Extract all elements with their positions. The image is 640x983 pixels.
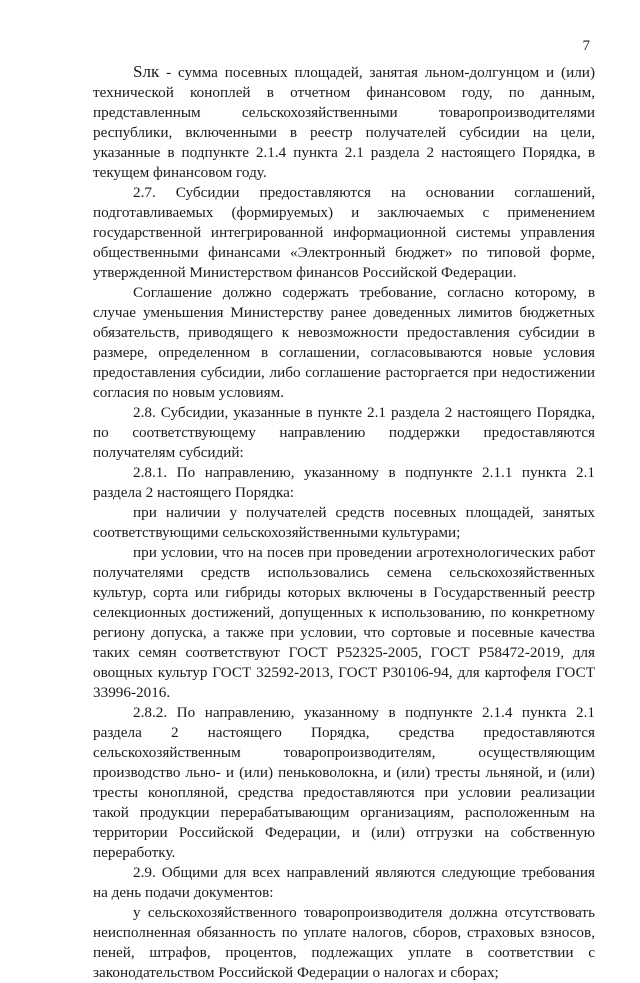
paragraph-slk-definition (93, 62, 595, 183)
paragraph-2-7: 2.7. Субсидии предоставляются на основании соглашений, подготавливаемых (формируемых) и заключаемых с применением государственной интегрированной информационной системы управления общественными финансами «Электронный бюджет» по типовой форме, утвержденной Министерством финансов Российской Федерации. (93, 184, 595, 281)
paragraph-text: - сумма посевных площадей, занятая льном-долгунцом и (или) технической коноплей в отчетном финансовом году, по данным, представленным сельскохозяйственными товаропроизводителями республики, включенными в реестр получателей субсидии на цели, указанные в подпункте 2.1.4 пункта 2.1 раздела 2 настоящего Порядка, в текущем финансовом году. (93, 64, 595, 181)
paragraph-seeds-condition: при условии, что на посев при проведении агротехнологических работ получателями средств использовались семена сельскохозяйственных культур, сорта или гибриды которых включены в Государственный реестр селекционных достижений, допущенных к использованию, по конкретному региону допуска, а также при условии, что сортовые и посевные качества таких семян соответствуют ГОСТ Р52325-2005, ГОСТ Р58472-2019, для овощных культур ГОСТ 32592-2013, ГОСТ Р30106-94, для картофеля ГОСТ 33996-2016. (93, 544, 595, 701)
paragraph-2-8-2: 2.8.2. По направлению, указанному в подпункте 2.1.4 пункта 2.1 раздела 2 настоящего Порядка, средства предоставляются сельскохозяйственным товаропроизводителям, осуществляющим производство льно- и (или) пеньковолокна, и (или) тресты льняной, и (или) тресты конопляной, средства предоставляются при условии реализации такой продукции перерабатывающим организациям, расположенным на территории Российской Федерации, и (или) отгрузки на собственную переработку. (93, 704, 595, 861)
paragraph-2-8-1: 2.8.1. По направлению, указанному в подпункте 2.1.1 пункта 2.1 раздела 2 настоящего Порядка: (93, 464, 595, 501)
paragraph-sown-areas-condition: при наличии у получателей средств посевных площадей, занятых соответствующими сельскохозяйственными культурами; (93, 504, 595, 541)
paragraph-2-8: 2.8. Субсидии, указанные в пункте 2.1 раздела 2 настоящего Порядка, по соответствующему направлению поддержки предоставляются получателям субсидий: (93, 404, 595, 461)
paragraph-2-9: 2.9. Общими для всех направлений являются следующие требования на день подачи документов: (93, 864, 595, 901)
formula-symbol: Sлк (133, 62, 160, 81)
document-body (93, 62, 595, 983)
page-number: 7 (582, 38, 590, 54)
paragraph-tax-obligations: у сельскохозяйственного товаропроизводителя должна отсутствовать неисполненная обязанность по уплате налогов, сборов, страховых взносов, пеней, штрафов, процентов, подлежащих уплате в соответствии с законодательством Российской Федерации о налогах и сборах; (93, 904, 595, 981)
paragraph-agreement-requirement: Соглашение должно содержать требование, согласно которому, в случае уменьшения Министерству ранее доведенных лимитов бюджетных обязательств, приводящего к невозможности предоставления субсидии в размере, определенном в соглашении, согласовываются новые условия предоставления субсидии, либо соглашение расторгается при недостижении согласия по новым условиям. (93, 284, 595, 401)
